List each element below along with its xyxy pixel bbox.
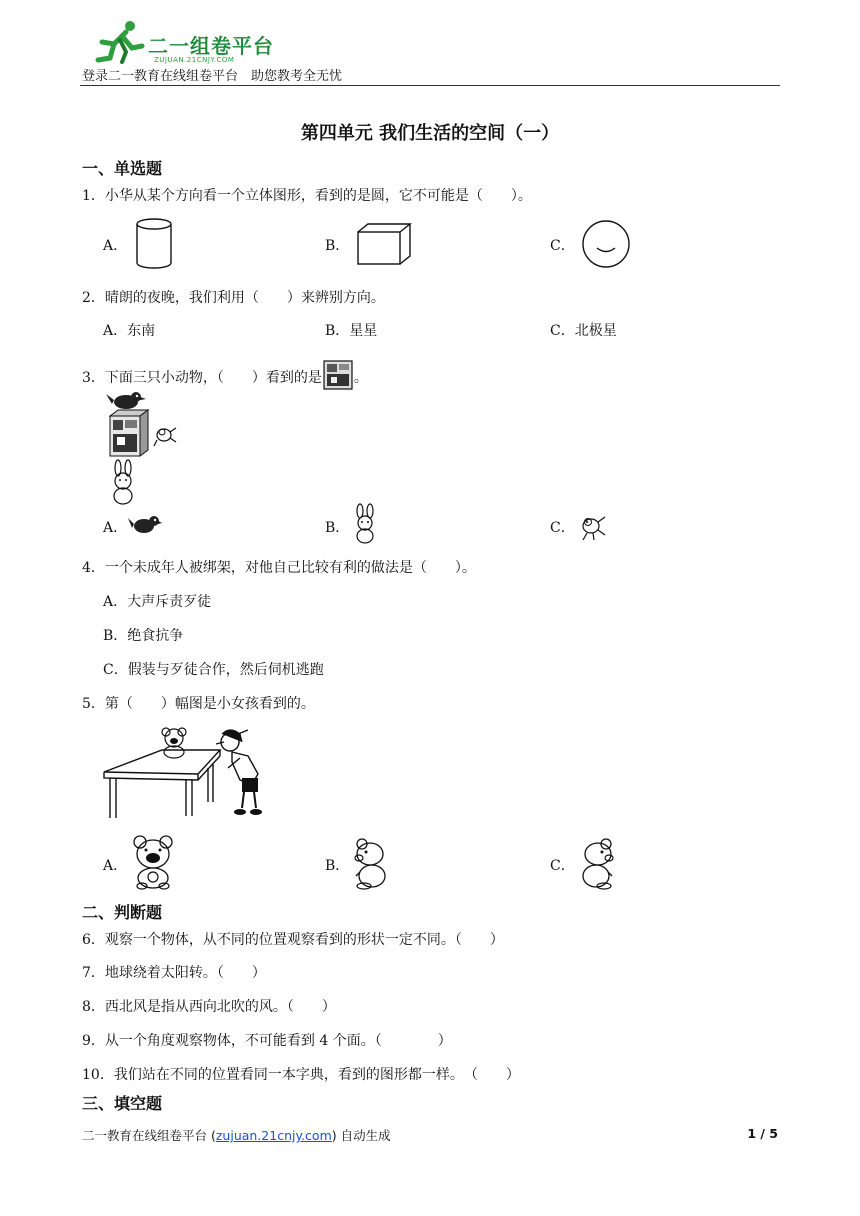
header-tagline: 登录二一教育在线组卷平台 助您教考全无忧 — [82, 69, 343, 84]
animals-around-box-illustration — [104, 388, 184, 506]
logo-text: 二一组卷平台 — [148, 34, 274, 58]
footer-source-suffix: ) 自动生成 — [331, 1128, 391, 1143]
q3-option-c-label: C． — [550, 520, 575, 536]
girl-table-bear-illustration — [102, 722, 264, 822]
q4-option-b: B．绝食抗争 — [103, 628, 184, 644]
question-3 — [82, 360, 368, 390]
box-icon — [110, 410, 148, 456]
q5-option-c-label: C． — [550, 858, 575, 874]
q2-option-a: A．东南 — [103, 323, 156, 339]
q5-option-b-label: B． — [325, 858, 350, 874]
q2-option-b: B．星星 — [325, 323, 378, 339]
question-10: 10．我们站在不同的位置看同一本字典，看到的图形都一样。 （ ） — [82, 1067, 520, 1083]
footer-link[interactable]: zujuan.21cnjy.com — [215, 1128, 332, 1143]
page-number: 1 / 5 — [747, 1126, 778, 1141]
question-7: 7．地球绕着太阳转。（ ） — [82, 965, 266, 981]
section-heading-fill-blank: 三、填空题 — [82, 1094, 163, 1113]
q4-option-c: C．假装与歹徒合作，然后伺机逃跑 — [103, 662, 324, 678]
bear-front-icon — [132, 834, 174, 890]
q1-option-a-label: A． — [103, 238, 128, 254]
q4-option-a: A．大声斥责歹徒 — [103, 594, 212, 610]
runner-logo-icon — [92, 20, 148, 64]
bird-side-icon — [577, 510, 607, 542]
section-heading-true-false: 二、判断题 — [82, 903, 163, 922]
girl-icon — [216, 730, 262, 815]
bear-side-right-icon — [578, 836, 616, 890]
page-title: 第四单元 我们生活的空间（一） — [300, 123, 560, 144]
q1-option-c-label: C． — [550, 238, 575, 254]
rabbit-bottom-icon — [114, 460, 132, 504]
question-9: 9．从一个角度观察物体，不可能看到 4 个面。（ ） — [82, 1033, 452, 1049]
footer-source-prefix: 二一教育在线组卷平台 ( — [82, 1128, 216, 1143]
question-5: 5．第（ ）幅图是小女孩看到的。 — [82, 696, 315, 712]
question-4: 4．一个未成年人被绑架，对他自己比较有利的做法是（ ）。 — [82, 560, 476, 576]
q2-option-c: C．北极星 — [550, 323, 617, 339]
question-6: 6．观察一个物体，从不同的位置观察看到的形状一定不同。（ ） — [82, 932, 504, 948]
bird-top-icon — [106, 392, 146, 409]
q5-option-a-label: A． — [103, 858, 128, 874]
bear-side-left-icon — [352, 836, 390, 890]
q3-option-b-label: B． — [325, 520, 350, 536]
header-logo — [92, 20, 282, 66]
bird-right-icon — [154, 428, 176, 446]
rabbit-icon — [350, 504, 380, 544]
cuboid-icon — [356, 222, 412, 266]
logo-subtext: ZUJUAN.21CNJY.COM — [154, 56, 235, 64]
question-8: 8．西北风是指从西向北吹的风。（ ） — [82, 999, 336, 1015]
question-3-end: 。 — [353, 370, 368, 386]
question-1: 1．小华从某个方向看一个立体图形，看到的是圆，它不可能是（ ）。 — [82, 188, 532, 204]
cylinder-icon — [134, 218, 174, 270]
section-heading-single-choice: 一、单选题 — [82, 159, 163, 178]
header-divider — [80, 85, 780, 86]
question-2: 2．晴朗的夜晚，我们利用（ ）来辨别方向。 — [82, 290, 385, 306]
sphere-icon — [581, 219, 631, 269]
footer-source — [82, 1126, 391, 1144]
q1-option-b-label: B． — [325, 238, 350, 254]
q3-option-a-label: A． — [103, 520, 128, 536]
box-view-icon — [323, 360, 353, 390]
question-3-text: 3．下面三只小动物，（ ）看到的是 — [82, 370, 322, 386]
bird-icon — [128, 511, 162, 537]
